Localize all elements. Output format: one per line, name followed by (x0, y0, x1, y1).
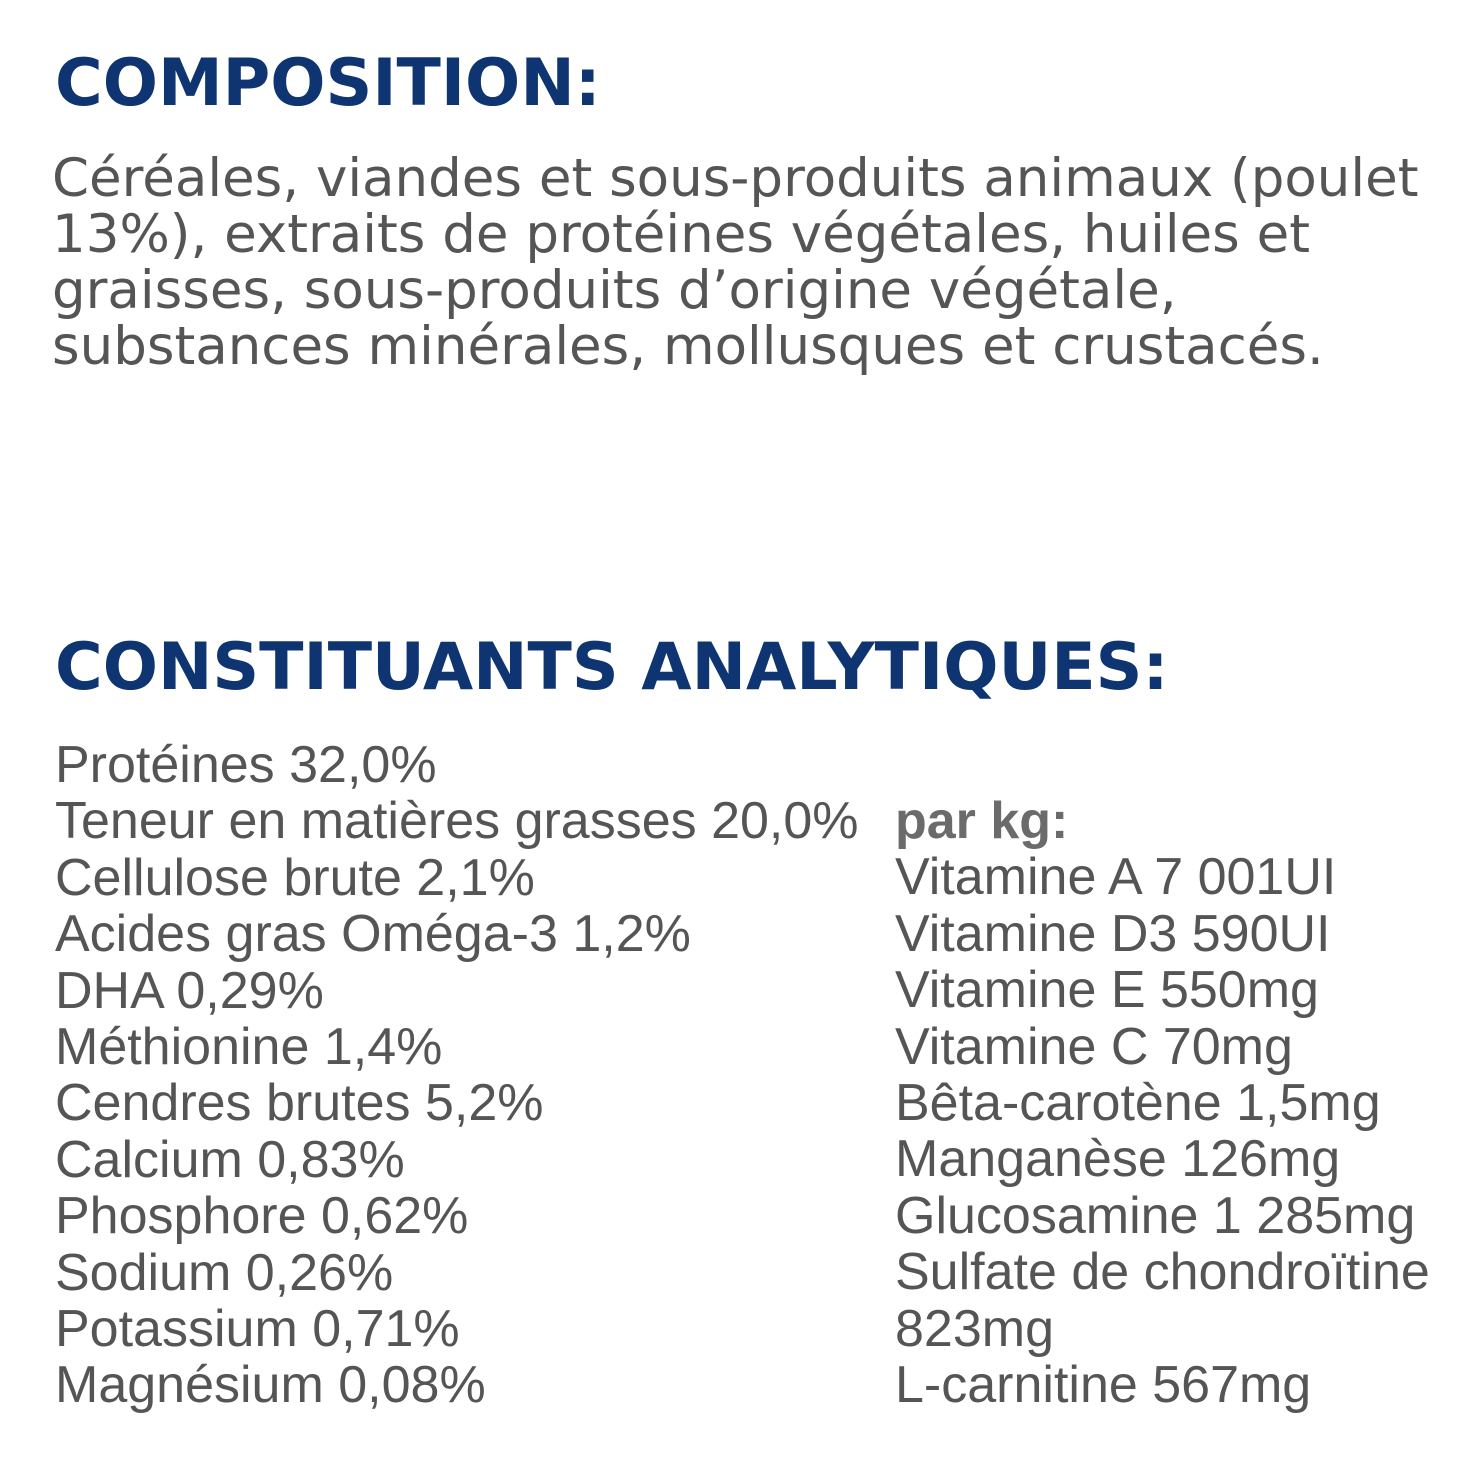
constituents-list (55, 737, 859, 1414)
constituent-item: Teneur en matières grasses 20,0% (55, 792, 859, 851)
constituent-item: Phosphore 0,62% (55, 1187, 469, 1246)
analytical-heading: CONSTITUANTS ANALYTIQUES: (55, 630, 1169, 705)
per-kg-list (895, 793, 1465, 1413)
composition-line: Céréales, viandes et sous-produits animaux (poulet (52, 148, 1419, 209)
constituent-item: Calcium 0,83% (55, 1130, 405, 1189)
composition-text (52, 148, 1419, 377)
per-kg-label: par kg: (895, 792, 1069, 850)
per-kg-item: Vitamine A 7 001UI (895, 848, 1337, 907)
per-kg-item: Bêta-carotène 1,5mg (895, 1074, 1381, 1133)
per-kg-item: Sulfate de chondroïtine 823mg (895, 1243, 1430, 1358)
constituent-item: DHA 0,29% (55, 961, 324, 1020)
composition-line: graisses, sous-produits d’origine végétale, (52, 260, 1177, 321)
constituent-item: Acides gras Oméga-3 1,2% (55, 905, 691, 964)
constituent-item: Cellulose brute 2,1% (55, 848, 535, 907)
constituent-item: Méthionine 1,4% (55, 1018, 443, 1077)
composition-line: 13%), extraits de protéines végétales, huiles et (52, 204, 1310, 265)
constituent-item: Protéines 32,0% (55, 736, 437, 794)
per-kg-item: Manganèse 126mg (895, 1130, 1341, 1189)
constituent-item: Potassium 0,71% (55, 1300, 460, 1359)
constituent-item: Sodium 0,26% (55, 1243, 394, 1302)
composition-heading: COMPOSITION: (55, 46, 601, 121)
per-kg-item: L-carnitine 567mg (895, 1356, 1312, 1415)
per-kg-item: Vitamine E 550mg (895, 961, 1319, 1020)
per-kg-item: Vitamine D3 590UI (895, 904, 1331, 963)
per-kg-item: Glucosamine 1 285mg (895, 1186, 1416, 1245)
per-kg-item: Vitamine C 70mg (895, 1017, 1293, 1076)
constituent-item: Magnésium 0,08% (55, 1356, 486, 1415)
constituent-item: Cendres brutes 5,2% (55, 1074, 544, 1133)
composition-line: substances minérales, mollusques et crustacés. (52, 316, 1324, 377)
